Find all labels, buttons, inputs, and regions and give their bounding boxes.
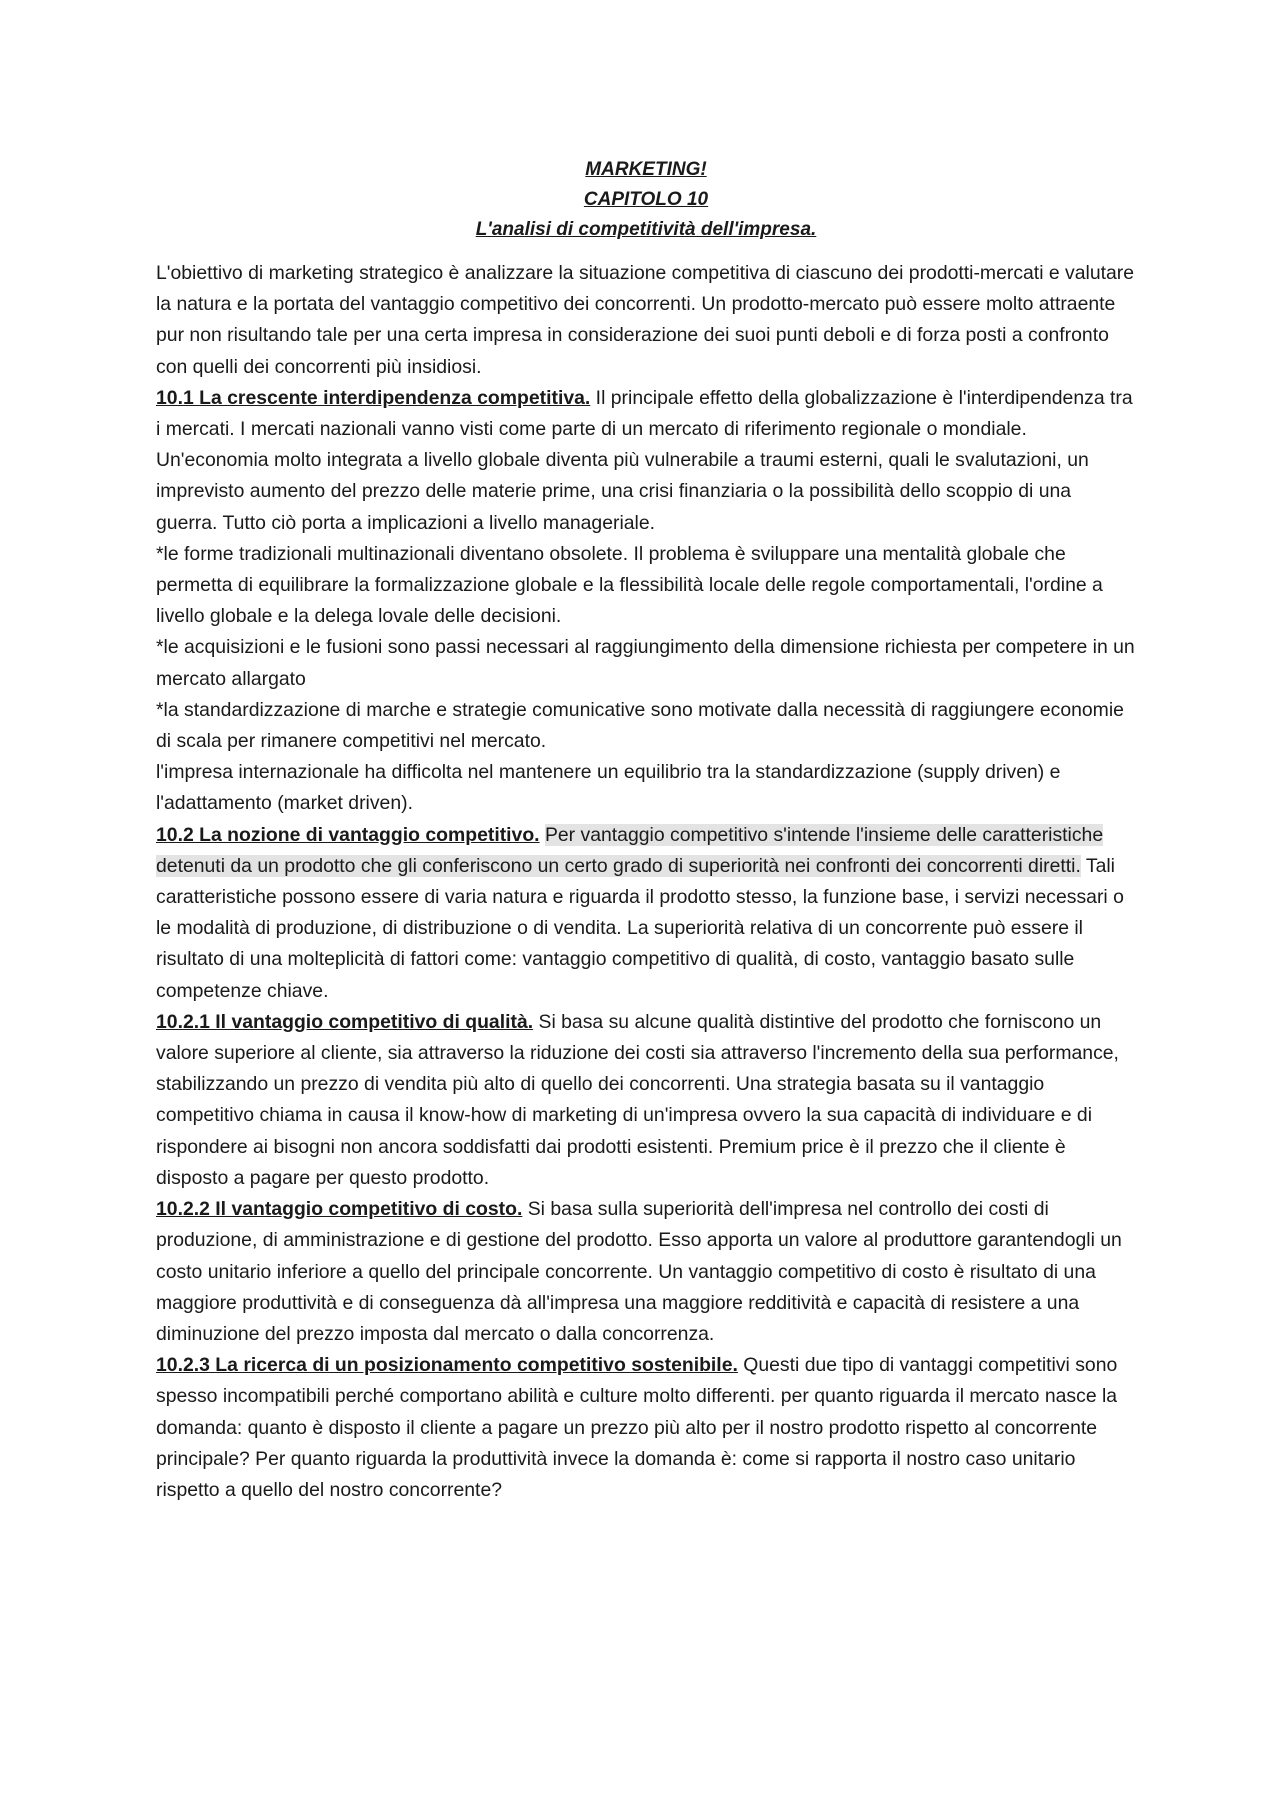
intro-paragraph: L'obiettivo di marketing strategico è analizzare la situazione competitiva di ciascuno dei prodotti-mercati e valutare la natura e la portata del vantaggio competitivo dei concorrenti. Un prodotto-mercato può essere molto attraente pur non risultando tale per una certa impresa in considerazione dei suoi punti deboli e di forza posti a confronto con quelli dei concorrenti più insidiosi. xyxy=(156,262,1135,378)
document-page xyxy=(156,155,1136,1506)
section-10-1-text: Il principale effetto della globalizzazione è l'interdipendenza tra i mercati. I mercati nazionali vanno visti come parte di un mercato di riferimento regionale o mondiale. Un'economia molto integrata a livello globale diventa più vulnerabile a traumi esterni, quali le svalutazioni, un imprevisto aumento del prezzo delle materie prime, una crisi finanziaria o la possibilità dello scoppio di una guerra. Tutto ciò porta a implicazioni a livello manageriale. xyxy=(156,386,1133,534)
highlighted-definition: Per vantaggio competitivo s'intende l'insieme delle caratteristiche detenuti da un prodotto che gli conferiscono un certo grado di superiorità nei confronti dei concorrenti diretti. xyxy=(156,823,1104,877)
document-body xyxy=(156,258,1136,1506)
chapter-number: CAPITOLO 10 xyxy=(583,189,709,210)
section-10-2-3-text: Questi due tipo di vantaggi competitivi sono spesso incompatibili perché comportano abilità e culture molto differenti. per quanto riguarda il mercato nasce la domanda: quanto è disposto il cliente a pagare un prezzo più alto per il nostro prodotto rispetto al concorrente principale? Per quanto riguarda la produttività invece la domanda è: come si rapporta il nostro caso unitario rispetto a quello del nostro concorrente? xyxy=(156,1354,1118,1501)
bullet-item: *la standardizzazione di marche e strategie comunicative sono motivate dalla necessità di raggiungere economie di scala per rimanere competitivi nel mercato. xyxy=(156,698,1124,753)
document-title: MARKETING! xyxy=(585,159,707,180)
section-10-2-1-text: Si basa su alcune qualità distintive del prodotto che forniscono un valore superiore al cliente, sia attraverso la riduzione dei costi sia attraverso l'incremento della sua performance, stabilizzando un prezzo di vendita più alto di quello dei concorrenti. Una strategia basata su il vantaggio competitivo chiama in causa il know-how di marketing di un'impresa ovvero la sua capacità di individuare e di rispondere ai bisogni non ancora soddisfatti dai prodotti esistenti. Premium price è il prezzo che il cliente è disposto a pagare per questo prodotto. xyxy=(156,1010,1119,1189)
section-10-2-paragraph xyxy=(156,820,1136,1007)
bullet-item: *le acquisizioni e le fusioni sono passi necessari al raggiungimento della dimensione richiesta per competere in un mercato allargato xyxy=(156,636,1135,690)
section-10-2-1-paragraph xyxy=(156,1007,1136,1194)
section-10-2-3-paragraph xyxy=(156,1350,1136,1506)
section-10-1-title: 10.1 La crescente interdipendenza competitiva. xyxy=(156,386,591,409)
bullet-item: *le forme tradizionali multinazionali diventano obsolete. Il problema è sviluppare una mentalità globale che permetta di equilibrare la formalizzazione globale e la flessibilità locale delle regole comportamentali, l'ordine a livello globale e la delega lovale delle decisioni. xyxy=(156,542,1103,628)
section-10-2-1-title: 10.2.1 Il vantaggio competitivo di qualità. xyxy=(156,1010,534,1033)
section-10-2-3-title: 10.2.3 La ricerca di un posizionamento competitivo sostenibile. xyxy=(156,1354,738,1377)
chapter-title: L'analisi di competitività dell'impresa. xyxy=(475,219,817,240)
section-10-2-title: 10.2 La nozione di vantaggio competitivo. xyxy=(156,823,540,846)
section-10-1-paragraph xyxy=(156,383,1136,539)
section-10-2-2-text: Si basa sulla superiorità dell'impresa nel controllo dei costi di produzione, di amministrazione e di gestione del prodotto. Esso apporta un valore al produttore garantendogli un costo unitario inferiore a quello del principale concorrente. Un vantaggio competitivo di costo è risultato di una maggiore produttività e di conseguenza dà all'impresa una maggiore redditività e capacità di resistere a una diminuzione del prezzo imposta dal mercato o dalla concorrenza. xyxy=(156,1198,1122,1345)
international-paragraph: l'impresa internazionale ha difficolta nel mantenere un equilibrio tra la standardizzazione (supply driven) e l'adattamento (market driven). xyxy=(156,761,1061,815)
section-10-2-2-paragraph xyxy=(156,1194,1136,1350)
section-10-2-2-title: 10.2.2 Il vantaggio competitivo di costo. xyxy=(156,1198,523,1221)
section-10-2-text: Tali caratteristiche possono essere di varia natura e riguarda il prodotto stesso, la funzione base, i servizi necessari o le modalità di produzione, di distribuzione o di vendita. La superiorità relativa di un concorrente può essere il risultato di una molteplicità di fattori come: vantaggio competitivo di qualità, di costo, vantaggio basato sulle competenze chiave. xyxy=(156,854,1124,1002)
